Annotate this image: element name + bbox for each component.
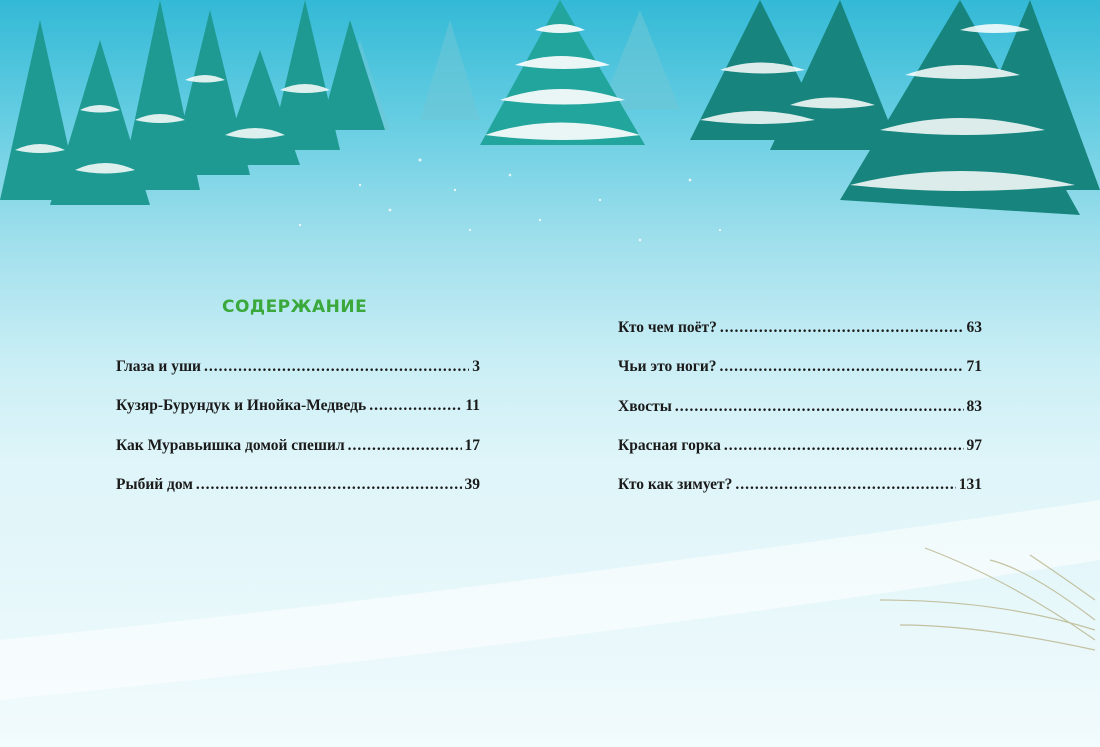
toc-entry[interactable] (618, 319, 982, 358)
toc-leader-dots (720, 358, 964, 376)
toc-entry-page: 83 (966, 397, 982, 415)
toc-entry-title: Кто чем поёт? (618, 319, 717, 336)
left-trees (0, 0, 385, 205)
snowflakes (299, 159, 721, 242)
toc-entry[interactable] (618, 398, 982, 437)
toc-leader-dots (204, 358, 469, 376)
toc-entry-title: Кузяр-Бурундук и Инойка-Медведь (116, 397, 367, 415)
toc-leader-dots (720, 319, 964, 337)
toc-entry-page: 11 (465, 397, 480, 415)
toc-left-column (116, 358, 480, 515)
toc-entry-page: 39 (464, 475, 480, 493)
toc-entry-title: Кто как зимует? (618, 476, 733, 494)
toc-leader-dots (675, 398, 964, 416)
toc-entry-title: Как Муравьишка домой спешил (116, 436, 345, 454)
toc-entry-title: Чьи это ноги? (618, 358, 717, 376)
toc-entry[interactable] (618, 437, 982, 476)
toc-entry-title: Глаза и уши (116, 358, 201, 375)
toc-right-column (618, 319, 982, 515)
toc-leader-dots (369, 397, 462, 415)
toc-entry-page: 97 (966, 436, 982, 454)
toc-entry-page: 71 (966, 358, 982, 376)
toc-entry-title: Красная горка (618, 436, 721, 454)
toc-entry[interactable] (618, 476, 982, 515)
toc-heading: СОДЕРЖАНИЕ (222, 297, 368, 317)
toc-entry-page: 63 (966, 319, 982, 336)
toc-entry[interactable] (618, 358, 982, 397)
toc-entry-page: 131 (958, 476, 982, 494)
toc-leader-dots (348, 437, 462, 455)
toc-entry-title: Хвосты (618, 397, 672, 415)
toc-entry-page: 17 (464, 436, 480, 454)
toc-entry[interactable] (116, 358, 480, 397)
toc-entry[interactable] (116, 437, 480, 476)
toc-entry-title: Рыбий дом (116, 475, 193, 493)
toc-leader-dots (724, 437, 964, 455)
toc-leader-dots (735, 476, 955, 494)
toc-entry-page: 3 (472, 358, 480, 375)
toc-leader-dots (196, 476, 462, 494)
toc-entry[interactable] (116, 397, 480, 436)
toc-entry[interactable] (116, 476, 480, 515)
